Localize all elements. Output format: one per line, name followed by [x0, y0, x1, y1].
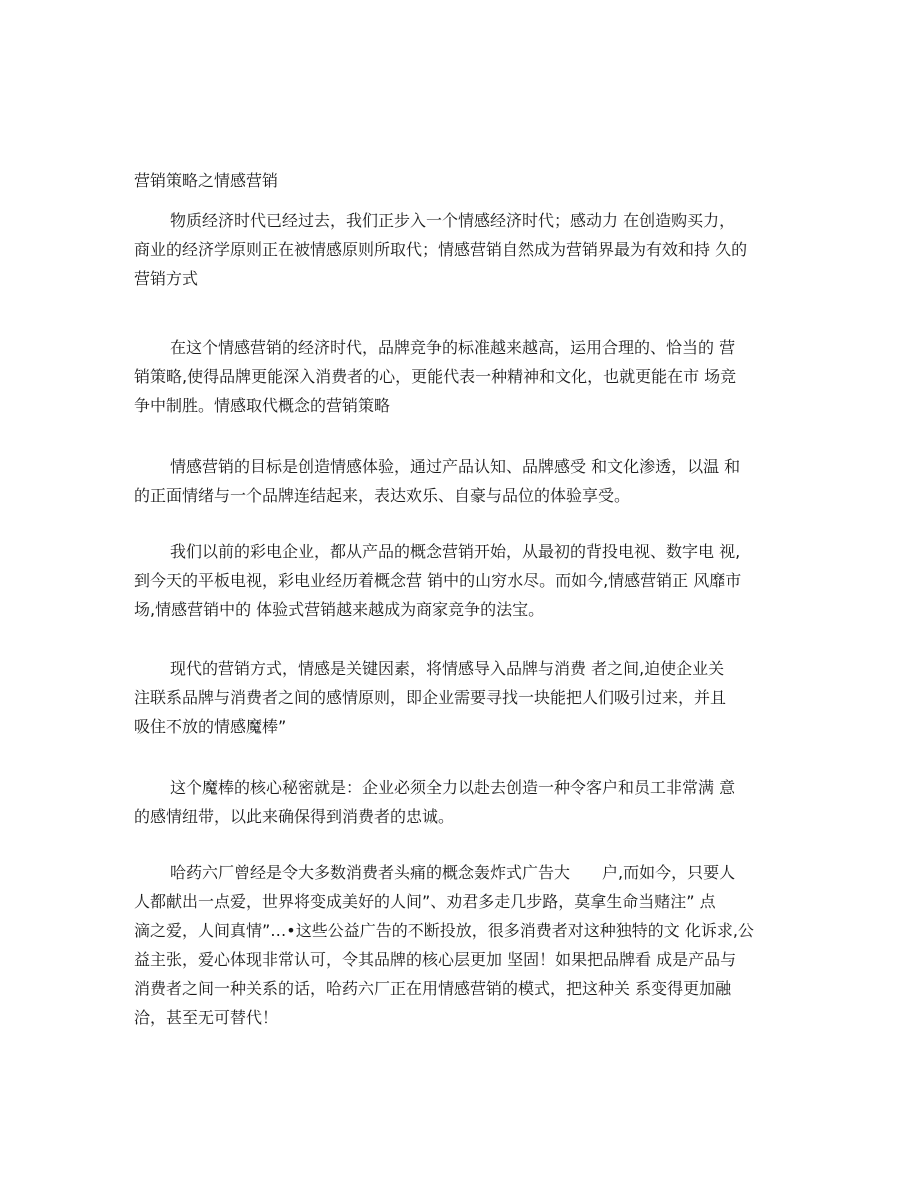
document-title: 营销策略之情感营销	[134, 171, 279, 190]
paragraph-line: 商业的经济学原则正在被情感原则所取代；情感营销自然成为营销界最为有效和持 久的	[134, 240, 748, 259]
paragraph-4	[134, 537, 794, 624]
paragraph-2	[134, 333, 794, 420]
paragraph-line: 人都献出一点爱，世界将变成美好的人间”、劝君多走几步路，莫拿生命当赌注” 点	[134, 892, 716, 911]
paragraph-7	[134, 858, 794, 1032]
paragraph-line: 销策略,使得品牌更能深入消费者的心，更能代表一种精神和文化，也就更能在市 场竞	[134, 367, 737, 386]
paragraph-line: 哈药六厂曾经是令大多数消费者头痛的概念轰炸式广告大 户,而如今，只要人	[170, 863, 736, 882]
paragraph-6	[134, 773, 794, 831]
paragraph-line: 的正面情绪与一个品牌连结起来，表达欢乐、自豪与品位的体验享受。	[134, 486, 631, 505]
paragraph-line: 吸住不放的情感魔棒”	[134, 717, 287, 736]
paragraph-line: 滴之爱，人间真情”…•这些公益广告的不断投放，很多消费者对这种独特的文 化诉求,公	[134, 921, 754, 940]
paragraph-line: 物质经济时代已经过去，我们正步入一个情感经济时代；感动力 在创造购买力，	[170, 211, 736, 230]
paragraph-3	[134, 452, 794, 510]
paragraph-line: 争中制胜。情感取代概念的营销策略	[134, 396, 391, 415]
paragraph-line: 营销方式	[134, 269, 199, 288]
paragraph-line: 现代的营销方式，情感是关键因素，将情感导入品牌与消费 者之间,迫使企业关	[170, 659, 725, 678]
paragraph-line: 的感情纽带，以此来确保得到消费者的忠诚。	[134, 807, 455, 826]
paragraph-line: 到今天的平板电视，彩电业经历着概念营 销中的山穷水尽。而如今,情感营销正 风靡市	[134, 571, 742, 590]
paragraph-line: 这个魔棒的核心秘密就是：企业必须全力以赴去创造一种令客户和员工非常满 意	[170, 778, 736, 797]
paragraph-line: 注联系品牌与消费者之间的感情原则，即企业需要寻找一块能把人们吸引过来，并且	[134, 688, 727, 707]
paragraph-line: 情感营销的目标是创造情感体验，通过产品认知、品牌感受 和文化渗透，以温 和	[170, 457, 741, 476]
paragraph-5	[134, 654, 794, 741]
paragraph-line: 场,情感营销中的 体验式营销越来越成为商家竞争的法宝。	[134, 600, 545, 619]
paragraph-line: 消费者之间一种关系的话，哈药六厂正在用情感营销的模式，把这种关 系变得更加融	[134, 979, 732, 998]
paragraph-line: 在这个情感营销的经济时代，品牌竞争的标准越来越高，运用合理的、恰当的 营	[170, 338, 736, 357]
paragraph-1	[134, 206, 794, 293]
paragraph-line: 益主张，爱心体现非常认可，令其品牌的核心层更加 坚固！如果把品牌看 成是产品与	[134, 950, 737, 969]
paragraph-line: 洽，甚至无可替代！	[134, 1008, 279, 1027]
paragraph-line: 我们以前的彩电企业，都从产品的概念营销开始，从最初的背投电视、数字电 视,	[170, 542, 741, 561]
